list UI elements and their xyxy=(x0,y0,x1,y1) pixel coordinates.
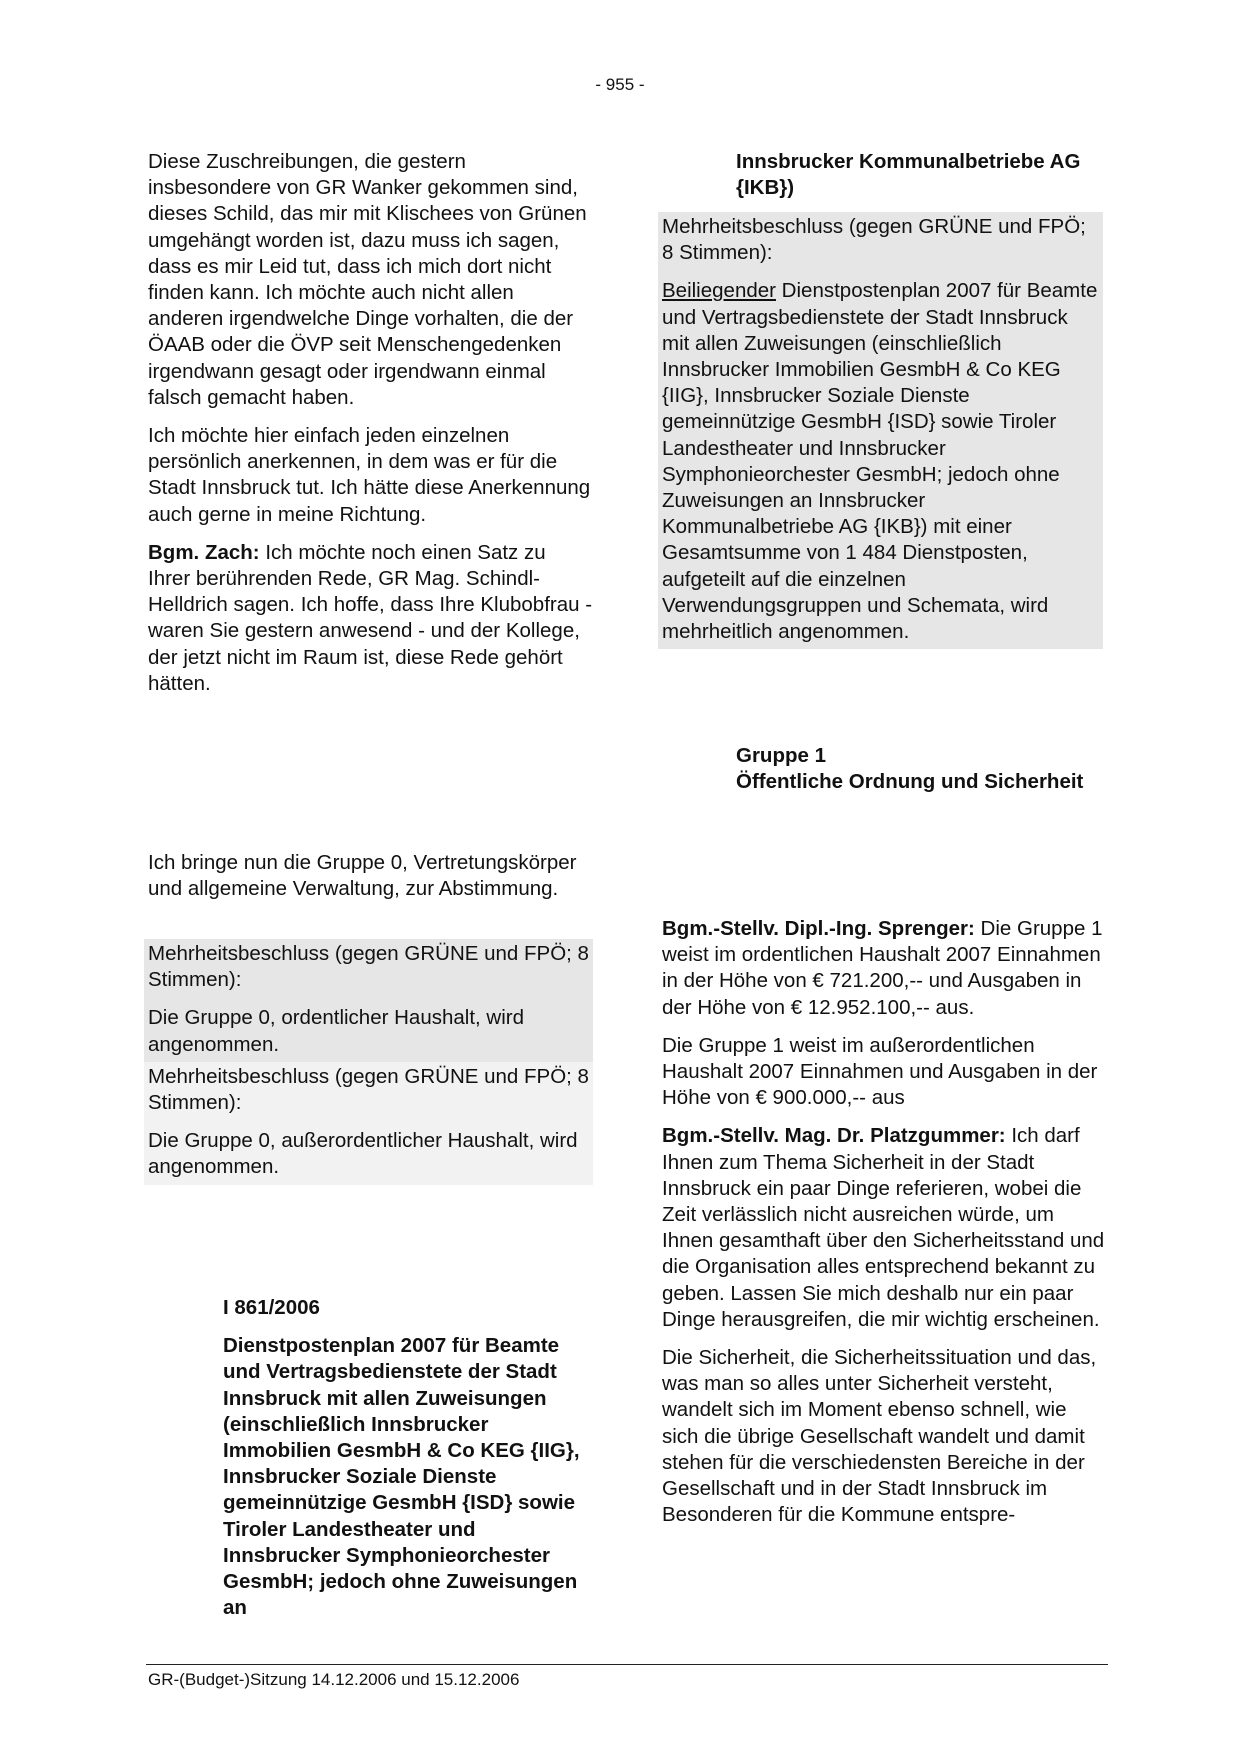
agenda-item-title-continued xyxy=(736,149,1108,201)
agenda-item-title: Dienstpostenplan 2007 für Beamte und Vertragsbedienstete der Stadt Innsbruck mit allen Zuweisungen (einschließlich Innsbrucker Immobilien GesmbH & Co KEG {IIG}, Innsbrucker Soziale Dienste gemeinnützige GesmbH {ISD} sowie Tiroler Landestheater und Innsbrucker Symphonieorchester GesmbH; jedoch ohne Zuweisungen an xyxy=(223,1334,580,1620)
resolution-head: Mehrheitsbeschluss (gegen GRÜNE und FPÖ; 8 Stimmen): xyxy=(662,215,1086,265)
underlined-word: Beiliegender xyxy=(662,279,776,303)
speech-text: Ich möchte noch einen Satz zu Ihrer berührenden Rede, GR Mag. Schindl-Helldrich sagen. Ich hoffe, dass Ihre Klubobfrau - waren Sie gestern anwesend - und der Kollege, der jetzt nicht im Raum ist, diese Rede gehört hätten. xyxy=(148,540,593,695)
speaker-name: Bgm. Zach: xyxy=(148,540,260,564)
footer-text: GR-(Budget-)Sitzung 14.12.2006 und 15.12.2006 xyxy=(148,1670,520,1689)
resolution-body: Die Gruppe 0, außerordentlicher Haushalt, wird angenommen. xyxy=(148,1129,578,1179)
group-heading-title: Öffentliche Ordnung und Sicherheit xyxy=(736,770,1084,794)
vote-intro-text: Ich bringe nun die Gruppe 0, Vertretungskörper und allgemeine Verwaltung, zur Abstimmung. xyxy=(148,851,577,901)
resolution-block-staff-plan xyxy=(658,212,1103,649)
speaker-name: Bgm.-Stellv. Dipl.-Ing. Sprenger: xyxy=(662,917,975,940)
group-heading xyxy=(736,743,1108,795)
left-resolutions xyxy=(148,939,593,1185)
resolution-body-text: Dienstpostenplan 2007 für Beamte und Vertragsbedienstete der Stadt Innsbruck mit allen Zuweisungen (einschließlich Innsbrucker Immobilien GesmbH & Co KEG {IIG}, Innsbrucker Soziale Dienste gemeinnützige GesmbH {ISD} sowie Tiroler Landestheater und Innsbrucker Symphonieorchester GesmbH; jedoch ohne Zuweisungen an Innsbrucker Kommunalbetriebe AG {IKB}) mit einer Gesamtsumme von 1 484 Dienstposten, aufgeteilt auf die einzelnen Verwendungsgruppen und Schemata, wird mehrheitlich angenommen. xyxy=(662,279,1098,644)
resolution-head: Mehrheitsbeschluss (gegen GRÜNE und FPÖ; 8 Stimmen): xyxy=(148,942,589,992)
sprenger-paragraph xyxy=(662,916,1107,1021)
group-heading-number: Gruppe 1 xyxy=(736,744,826,767)
resolution-block-extraordinary xyxy=(144,1062,593,1185)
vote-intro xyxy=(148,850,593,902)
sprenger-paragraph-2: Die Gruppe 1 weist im außerordentlichen Haushalt 2007 Einnahmen und Ausgaben in der Höhe von € 900.000,-- aus xyxy=(662,1033,1098,1110)
resolution-block-ordinary xyxy=(144,939,593,1062)
intro-paragraph-1: Diese Zuschreibungen, die gestern insbesondere von GR Wanker gekommen sind, dieses Schild, das mir mit Klischees von Grünen umgehängt worden ist, dazu muss ich sagen, dass es mir Leid tut, dass ich mich dort nicht finden kann. Ich möchte auch nicht allen anderen irgendwelche Dinge vorhalten, die der ÖAAB oder die ÖVP seit Menschengedenken irgendwann gesagt oder irgendwann einmal falsch gemacht haben. xyxy=(148,150,587,409)
resolution-body: Die Gruppe 0, ordentlicher Haushalt, wird angenommen. xyxy=(148,1006,525,1056)
left-intro xyxy=(148,149,593,697)
agenda-item xyxy=(223,1295,593,1621)
resolution-head: Mehrheitsbeschluss (gegen GRÜNE und FPÖ; 8 Stimmen): xyxy=(148,1064,589,1115)
speech-text: Ich darf Ihnen zum Thema Sicherheit in der Stadt Innsbruck ein paar Dinge referieren, wobei die Zeit verlässlich nicht ausreichen würde, um Ihnen gesamthaft über den Sicherheitsstand und die Organisation alles entsprechend bekannt zu geben. Lassen Sie mich deshalb nur ein paar Dinge herausgreifen, die mir wichtig erscheinen. xyxy=(662,1124,1105,1331)
platzgummer-paragraph xyxy=(662,1123,1107,1333)
agenda-item-number: I 861/2006 xyxy=(223,1296,320,1319)
resolution-body xyxy=(662,278,1099,645)
page-number: - 955 - xyxy=(595,75,645,94)
agenda-item-title-cont: Innsbrucker Kommunalbetriebe AG {IKB}) xyxy=(736,150,1081,200)
zach-paragraph xyxy=(148,540,593,697)
right-speeches xyxy=(662,916,1107,1528)
footer-rule xyxy=(146,1664,1108,1665)
platzgummer-paragraph-2: Die Sicherheit, die Sicherheitssituation und das, was man so alles unter Sicherheit versteht, wandelt sich im Moment ebenso schnell, wie sich die übrige Gesellschaft wandelt und damit stehen für die verschiedensten Bereiche in der Gesellschaft und in der Stadt Innsbruck im Besonderen für die Kommune entspre- xyxy=(662,1346,1097,1527)
speech-text: Die Gruppe 1 weist im ordentlichen Haushalt 2007 Einnahmen in der Höhe von € 721.200,-- und Ausgaben in der Höhe von € 12.952.100,-- aus. xyxy=(662,917,1103,1019)
intro-paragraph-2: Ich möchte hier einfach jeden einzelnen persönlich anerkennen, in dem was er für die Stadt Innsbruck tut. Ich hätte diese Anerkennung auch gerne in meine Richtung. xyxy=(148,424,591,526)
speaker-name: Bgm.-Stellv. Mag. Dr. Platzgummer: xyxy=(662,1124,1006,1148)
